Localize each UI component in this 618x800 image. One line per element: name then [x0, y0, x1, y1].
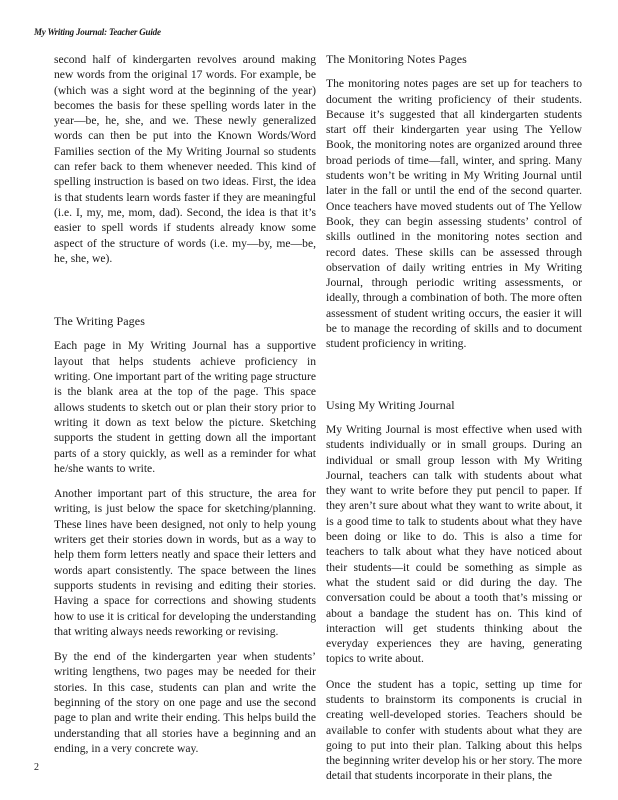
- using-journal-paragraph-1: My Writing Journal is most effective when used with students individually or in small groups. During an individual or small group lesson with My Writing Journal, teachers can talk with students about what they want to write before they put pencil to paper. If they aren’t sure about what they want to write about, it is a good time to talk to students about what they have been doing or like to do. This is also a time for teachers to talk about what they have noticed about their students—it could be something as simple as what the student said or did during the day. The conversation could be about a tooth that’s missing or about a bandage the student has on. This kind of interaction will get students thinking about the everyday experiences they are having, generating topics to write about.: [326, 422, 582, 666]
- monitoring-notes-paragraph: The monitoring notes pages are set up for teachers to document the writing proficiency of their students. Because it’s suggested that all kindergarten students start off their kindergarten year using The Yellow Book, the monitoring notes are organized around three broad periods of time—fall, winter, and spring. Many students won’t be writing in My Writing Journal until later in the fall or until the end of the second quarter. Once teachers have moved students out of The Yellow Book, they can begin assessing students’ control of skills outlined in the monitoring notes section and record dates. These skills can be assessed through observation of daily writing entries in My Writing Journal, through periodic writing assessments, or ideally, through a combination of both. The more often assessment of student writing occurs, the easier it will be to manage the recording of skills and to document student proficiency in writing.: [326, 77, 582, 351]
- writing-pages-paragraph-2: Another important part of this structure, the area for writing, is just below the space for sketching/planning. These lines have been designed, not only to help young writers get their stories down in words, but as a way to help them form letters neatly and space their letters and words apart consistently. The space between the lines supports students in revising and editing their stories. Having a space for corrections and showing students how to use it is critical for developing the understanding that writing always needs reworking or revising.: [54, 487, 316, 638]
- monitoring-notes-heading: The Monitoring Notes Pages: [326, 52, 467, 66]
- writing-pages-paragraph-3: By the end of the kindergarten year when students’ writing lengthens, two pages may be needed for their stories. In this case, students can plan and write the beginning of the story on one page and use the second page to plan and write their ending. This helps build the understanding that all stories have a beginning and an ending, in a very concrete way.: [54, 650, 316, 755]
- left-column: [54, 52, 316, 766]
- right-column: [326, 52, 582, 784]
- writing-pages-heading: The Writing Pages: [54, 314, 145, 329]
- page-number: 2: [34, 762, 39, 773]
- using-journal-heading: Using My Writing Journal: [326, 397, 455, 412]
- writing-pages-paragraph-1: Each page in My Writing Journal has a supportive layout that helps students achieve proficiency in writing. One important part of the writing page structure is the blank area at the top of the page. This space allows students to sketch out or plan their story prior to writing it down as text below the picture. Sketching supports the student in getting down all the important parts of a story quickly, as well as a reminder for what he/she wants to write.: [54, 339, 316, 475]
- using-journal-paragraph-2: Once the student has a topic, setting up time for students to brainstorm its components is crucial in creating well-developed stories. Teachers should be available to confer with students about what they are going to put into their plan. Talking about this helps the beginning writer develop his or her story. The more detail that students incorporate in their plans, the: [326, 677, 582, 783]
- intro-paragraph: second half of kindergarten revolves around making new words from the original 17 words. For example, be (which was a sight word at the beginning of the year) becomes the basis for these spelling words later in the year—be, he, she, and we. These newly generalized words can then be put into the Known Words/Word Families section of the My Writing Journal so students can refer back to them whenever needed. This kind of spelling instruction is based on two ideas. First, the idea is that students learn words faster if they are meaningful (i.e. I, my, me, mom, dad). Second, the idea is that it’s easier to spell words if students already know some aspect of the structure of words (i.e. my—by, me—be, he, she, we).: [54, 53, 316, 265]
- running-header: My Writing Journal: Teacher Guide: [34, 27, 161, 37]
